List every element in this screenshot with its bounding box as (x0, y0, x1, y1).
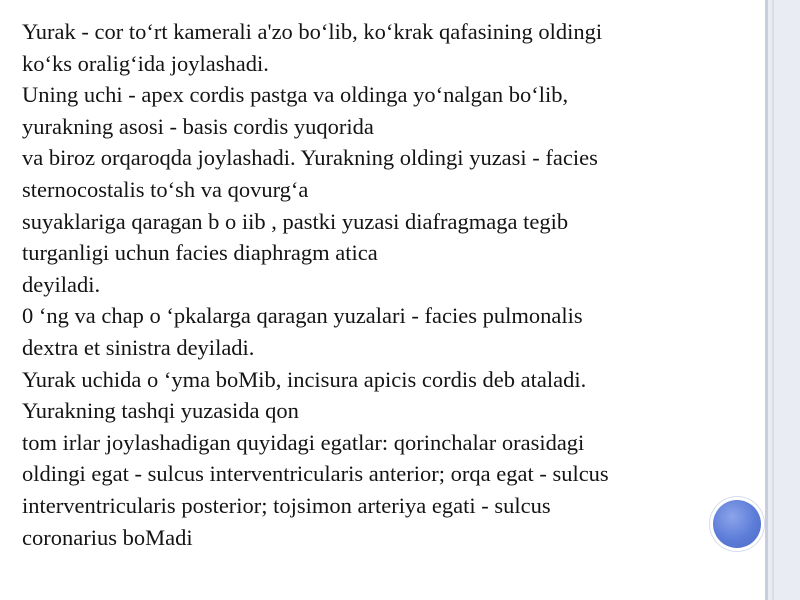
slide-divider-line-inner (772, 0, 774, 600)
text-line: Uning uchi - apex cordis pastga va oldinga yo‘nalgan bo‘lib, (22, 82, 569, 108)
text-line: Yurakning tashqi yuzasida qon (22, 398, 299, 424)
text-line: Yurak uchida o ‘yma boMib, incisura apicis cordis deb ataladi. (22, 366, 587, 392)
text-line: coronarius boMadi (22, 524, 193, 550)
text-line: va biroz orqaroqda joylashadi. Yurakning oldingi yuzasi - facies (22, 145, 598, 171)
text-line: sternocostalis to‘sh va qovurg‘a (22, 176, 309, 202)
text-line: ko‘ks oralig‘ida joylashadi. (22, 50, 269, 76)
text-line: yurakning asosi - basis cordis yuqorida (22, 113, 374, 139)
slide-divider-line (765, 0, 768, 600)
text-line: interventricularis posterior; tojsimon arteriya egati - sulcus (22, 492, 551, 518)
text-line: tom irlar joylashadigan quyidagi egatlar: qorinchalar orasidagi (22, 429, 585, 455)
text-line: 0 ‘ng va chap o ‘pkalarga qaragan yuzalari - facies pulmonalis (22, 303, 583, 329)
slide-body-text (22, 16, 742, 553)
text-line: oldingi egat - sulcus interventricularis anterior; orqa egat - sulcus (22, 461, 609, 487)
text-line: Yurak - cor to‘rt kamerali a'zo bo‘lib, ko‘krak qafasining oldingi (22, 19, 603, 44)
text-line: deyiladi. (22, 271, 101, 297)
text-line: dextra et sinistra deyiladi. (22, 334, 255, 360)
text-line: suyaklariga qaragan b o iib , pastki yuzasi diafragmaga tegib (22, 208, 569, 234)
text-line: turganligi uchun facies diaphragm atica (22, 240, 378, 266)
